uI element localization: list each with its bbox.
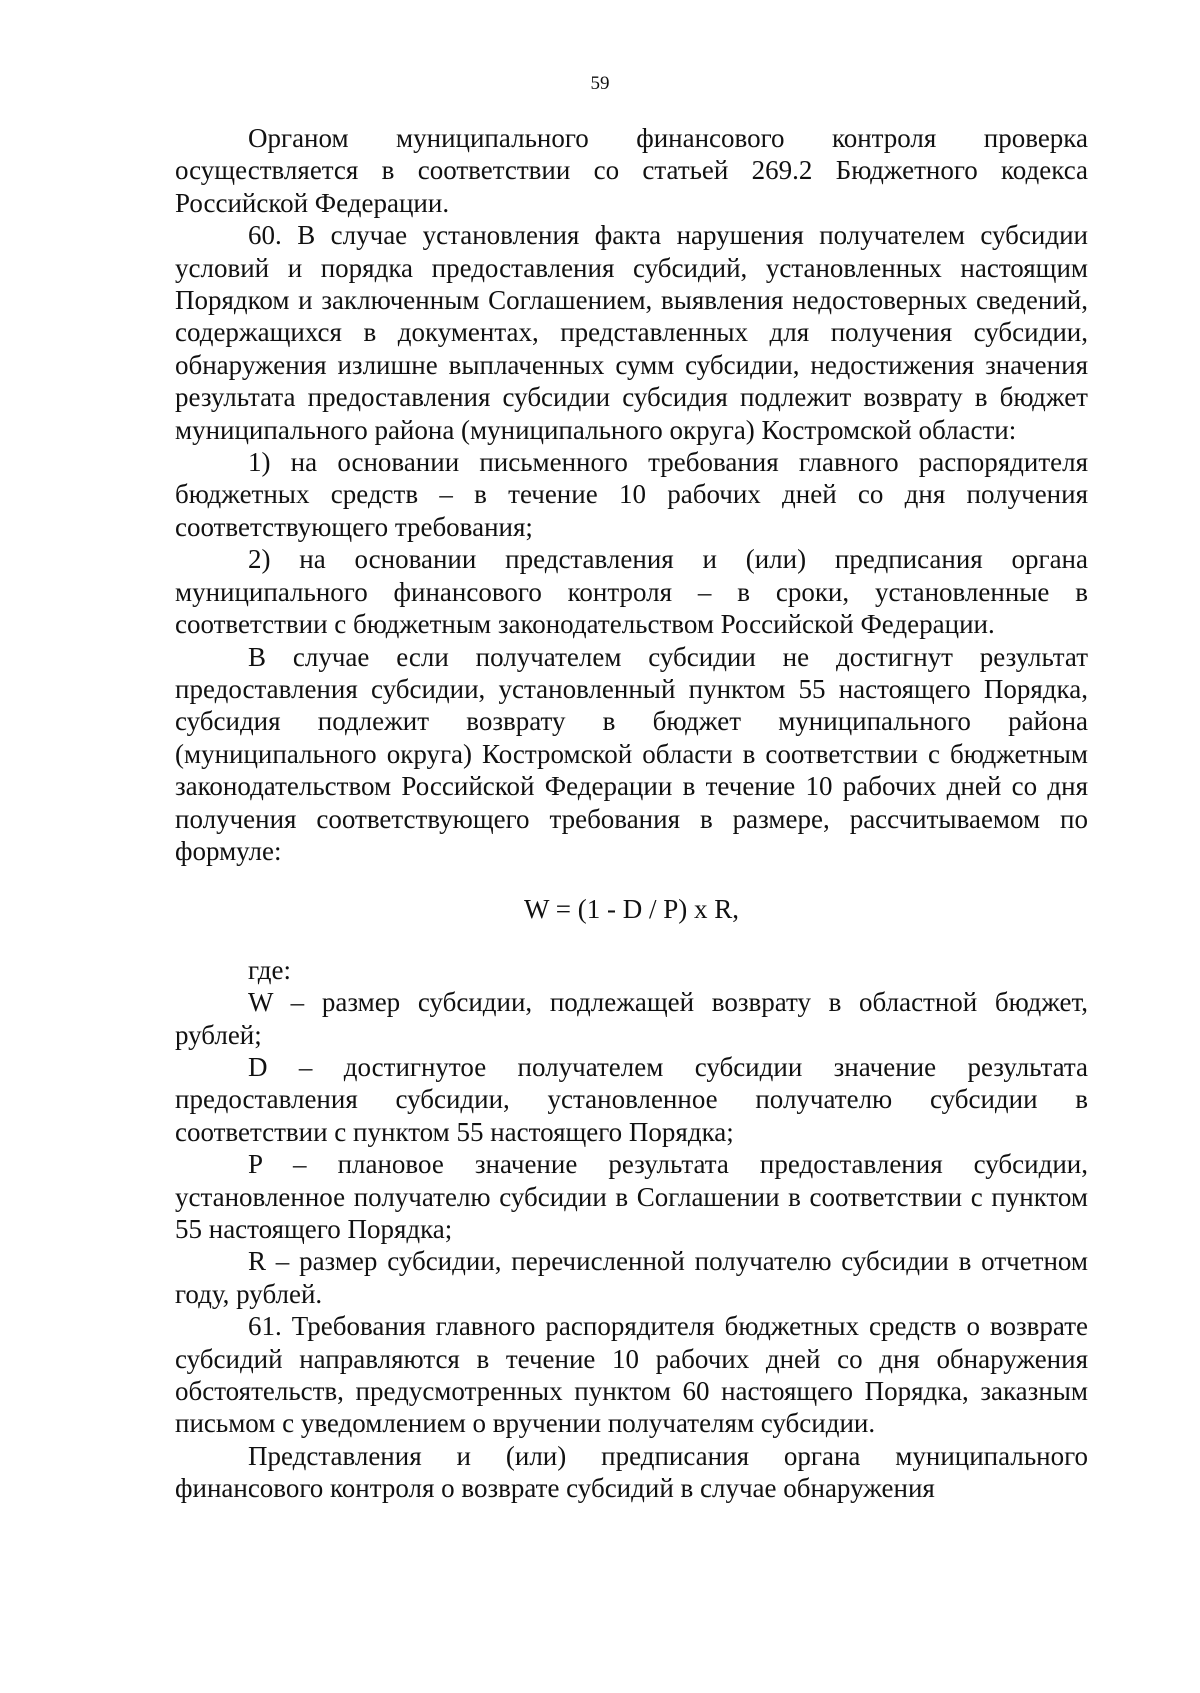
paragraph-representations: Представления и (или) предписания органа муниципального финансового контроля о возврате субсидий в случае обнаружения [175,1440,1088,1504]
paragraph-control-authority: Органом муниципального финансового контроля проверка осуществляется в соответствии со статьей 269.2 Бюджетного кодекса Российской Федерации. [175,123,1088,218]
paragraph-subitem-2: 2) на основании представления и (или) предписания органа муниципального финансового контроля – в сроки, установленные в соответствии с бюджетным законодательством Российской Федерации. [175,544,1088,640]
definition-d: D – достигнутое получателем субсидии значение результата предоставления субсидии, установленное получателю субсидии в соответствии с пунктом 55 настоящего Порядка; [175,1051,1088,1147]
definition-p: P – плановое значение результата предоставления субсидии, установленное получателю субсидии в Соглашении в соответствии с пунктом 55 настоящего Порядка; [175,1149,1088,1244]
paragraph-item-61: 61. Требования главного распорядителя бюджетных средств о возврате субсидий направляются в течение 10 рабочих дней со дня обнаружения обстоятельств, предусмотренных пунктом 60 настоящего Порядка, заказным письмом с уведомлением о вручении получателям субсидии. [175,1311,1088,1439]
formula: W = (1 - D / P) x R, [524,894,739,925]
definition-r: R – размер субсидии, перечисленной получателю субсидии в отчетном году, рублей. [175,1246,1088,1309]
page-number: 59 [590,73,610,94]
definition-w: W – размер субсидии, подлежащей возврату в областной бюджет, рублей; [175,987,1088,1050]
paragraph-subitem-1: 1) на основании письменного требования главного распорядителя бюджетных средств – в течение 10 рабочих дней со дня получения соответствующего требования; [175,447,1088,542]
paragraph-item-60: 60. В случае установления факта нарушения получателем субсидии условий и порядка предоставления субсидий, установленных настоящим Порядком и заключенным Соглашением, выявления недостоверных сведений, содержащихся в документах, представленных для получения субсидии, обнаружения излишне выплаченных сумм субсидии, недостижения значения результата предоставления субсидии субсидия подлежит возврату в бюджет муниципального района (муниципального округа) Костромской области: [175,220,1088,445]
document-body [175,122,1088,1505]
paragraph-where: где: [248,954,291,985]
paragraph-result-not-achieved: В случае если получателем субсидии не достигнут результат предоставления субсидии, установленный пунктом 55 настоящего Порядка, субсидия подлежит возврату в бюджет муниципального района (муниципального округа) Костромской области в соответствии с бюджетным законодательством Российской Федерации в течение 10 рабочих дней со дня получения соответствующего требования в размере, рассчитываемом по формуле: [175,641,1088,866]
